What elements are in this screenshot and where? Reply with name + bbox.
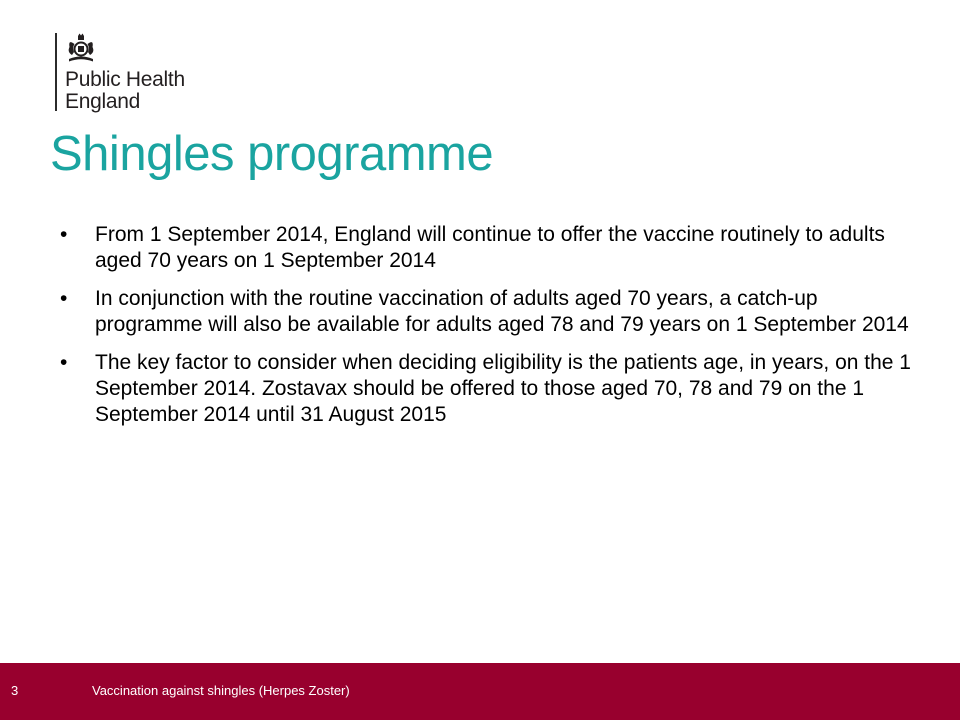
footer-bar	[0, 663, 960, 720]
logo-line-2: England	[65, 90, 140, 113]
logo-wordmark	[65, 69, 245, 113]
bullet-text: In conjunction with the routine vaccination of adults aged 70 years, a catch-up programme will also be available for adults aged 78 and 79 years on 1 September 2014	[95, 287, 909, 336]
bullet-marker: •	[60, 287, 68, 310]
bullet-text: From 1 September 2014, England will continue to offer the vaccine routinely to adults aged 70 years on 1 September 2014	[95, 223, 885, 272]
footer-title: Vaccination against shingles (Herpes Zoster)	[92, 683, 350, 698]
bullet-marker: •	[60, 351, 68, 374]
logo-divider	[55, 33, 57, 111]
slide-title: Shingles programme	[50, 127, 494, 181]
logo-line-1: Public Health	[65, 68, 185, 91]
bullet-text: The key factor to consider when deciding eligibility is the patients age, in years, on the 1 September 2014. Zostavax should be offered to those aged 70, 78 and 79 on the 1 September 2014 until 31 August 2015	[95, 351, 911, 426]
royal-crest-icon	[65, 33, 97, 63]
bullet-item	[60, 222, 920, 274]
bullet-list	[60, 222, 920, 440]
bullet-item	[60, 286, 920, 338]
bullet-marker: •	[60, 223, 68, 246]
page-number: 3	[11, 683, 19, 698]
bullet-item	[60, 350, 920, 428]
